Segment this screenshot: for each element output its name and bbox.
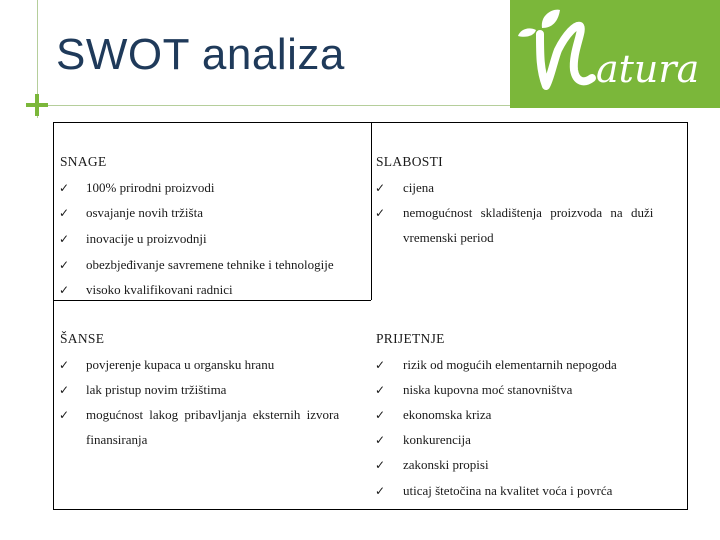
prijetnje-heading: PRIJETNJE xyxy=(376,331,445,346)
slabosti-heading: SLABOSTI xyxy=(376,154,443,169)
sanse-heading: ŠANSE xyxy=(60,331,105,346)
snage-item: 100% prirodni proizvodi xyxy=(86,180,215,195)
decorative-horizontal-rule xyxy=(26,105,510,106)
check-icon: ✓ xyxy=(375,484,386,498)
check-icon: ✓ xyxy=(375,408,386,422)
check-icon: ✓ xyxy=(59,258,70,272)
check-icon: ✓ xyxy=(59,232,70,246)
check-icon: ✓ xyxy=(375,383,386,397)
sanse-item: lak pristup novim tržištima xyxy=(86,382,227,397)
check-icon: ✓ xyxy=(59,283,70,297)
check-icon: ✓ xyxy=(59,206,70,220)
snage-item: visoko kvalifikovani radnici xyxy=(86,282,233,297)
snage-item: obezbjeđivanje savremene tehnike i tehnologije xyxy=(86,257,334,272)
check-icon: ✓ xyxy=(375,433,386,447)
sanse-item: povjerenje kupaca u organsku hranu xyxy=(86,357,275,372)
snage-heading: SNAGE xyxy=(60,154,107,169)
prijetnje-item: rizik od mogućih elementarnih nepogoda xyxy=(403,357,617,372)
sanse-item: mogućnost lakog pribavljanja eksternih izvora xyxy=(86,407,340,422)
check-icon: ✓ xyxy=(59,358,70,372)
plus-icon xyxy=(26,94,48,116)
snage-item: osvajanje novih tržišta xyxy=(86,205,203,220)
prijetnje-item: niska kupovna moć stanovništva xyxy=(403,382,573,397)
logo-wordmark: atura xyxy=(596,47,700,91)
slabosti-item: nemogućnost skladištenja proizvoda na duži xyxy=(403,205,654,220)
check-icon: ✓ xyxy=(59,383,70,397)
prijetnje-item: konkurencija xyxy=(403,432,471,447)
snage-item: inovacije u proizvodnji xyxy=(86,231,207,246)
slabosti-item: cijena xyxy=(403,180,435,195)
sanse-item-continuation: finansiranja xyxy=(86,432,148,447)
check-icon: ✓ xyxy=(59,181,70,195)
slabosti-item-continuation: vremenski period xyxy=(403,230,494,245)
natura-logo xyxy=(510,0,720,108)
table-divider-vertical xyxy=(371,122,372,300)
check-icon: ✓ xyxy=(59,408,70,422)
check-icon: ✓ xyxy=(375,458,386,472)
table-divider-horizontal xyxy=(53,300,371,301)
prijetnje-item: uticaj štetočina na kvalitet voća i povrća xyxy=(403,483,613,498)
check-icon: ✓ xyxy=(375,206,386,220)
prijetnje-item: ekonomska kriza xyxy=(403,407,492,422)
slide-title: SWOT analiza xyxy=(56,30,345,79)
check-icon: ✓ xyxy=(375,181,386,195)
prijetnje-item: zakonski propisi xyxy=(403,457,489,472)
check-icon: ✓ xyxy=(375,358,386,372)
